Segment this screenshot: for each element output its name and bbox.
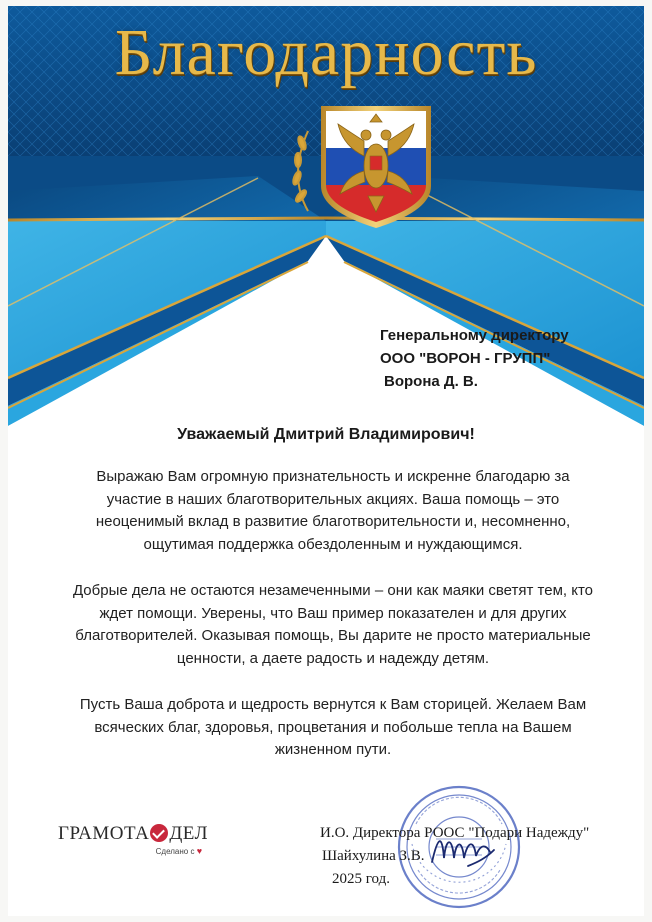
signature-year: 2025 год. bbox=[332, 871, 390, 887]
logo-tagline: Сделано с bbox=[155, 847, 195, 856]
signer-name: Шайхулина З.В. bbox=[322, 848, 425, 864]
body-paragraph-2: Добрые дела не остаются незамеченными – они как маяки светят тем, кто ждет помощи. Уверены, что Ваш пример показателен и для других благотворителей. Оказывая помощь, Вы дарите не просто материальные ценности, а даете радость и надежду детям. bbox=[72, 582, 594, 667]
greeting: Уважаемый Дмитрий Владимирович! bbox=[177, 426, 475, 443]
certificate-background bbox=[8, 6, 644, 916]
russian-flag-shield bbox=[321, 106, 431, 228]
handwritten-signature bbox=[428, 828, 498, 872]
certificate-page bbox=[8, 6, 644, 916]
gramota-del-logo bbox=[58, 823, 208, 856]
recipient-name: Ворона Д. В. bbox=[384, 373, 478, 390]
body-paragraph-3: Пусть Ваша доброта и щедрость вернутся к Вам сторицей. Желаем Вам всяческих благ, здоровья, процветания и побольше тепла на Вашем жизненном пути. bbox=[79, 696, 587, 758]
logo-text-part2: ДЕЛ bbox=[169, 823, 209, 844]
recipient-block bbox=[380, 324, 569, 393]
recipient-company: ООО "ВОРОН - ГРУПП" bbox=[380, 350, 551, 367]
certificate-title: Благодарность bbox=[114, 16, 538, 89]
body-paragraph-1: Выражаю Вам огромную признательность и искренне благодарю за участие в наших благотворительных акциях. Ваша помощь – это неоценимый вклад в развитие благотворительности и, несомненно, ощутимая поддержка обездоленным и нуждающимся. bbox=[95, 468, 571, 553]
recipient-position: Генеральному директору bbox=[380, 327, 569, 344]
heart-icon: ♥ bbox=[196, 846, 203, 856]
logo-text-part1: ГРАМОТА bbox=[58, 823, 150, 844]
signer-position: И.О. Директора РООС "Подари Надежду" bbox=[320, 825, 590, 841]
checkmark-icon bbox=[150, 824, 168, 842]
